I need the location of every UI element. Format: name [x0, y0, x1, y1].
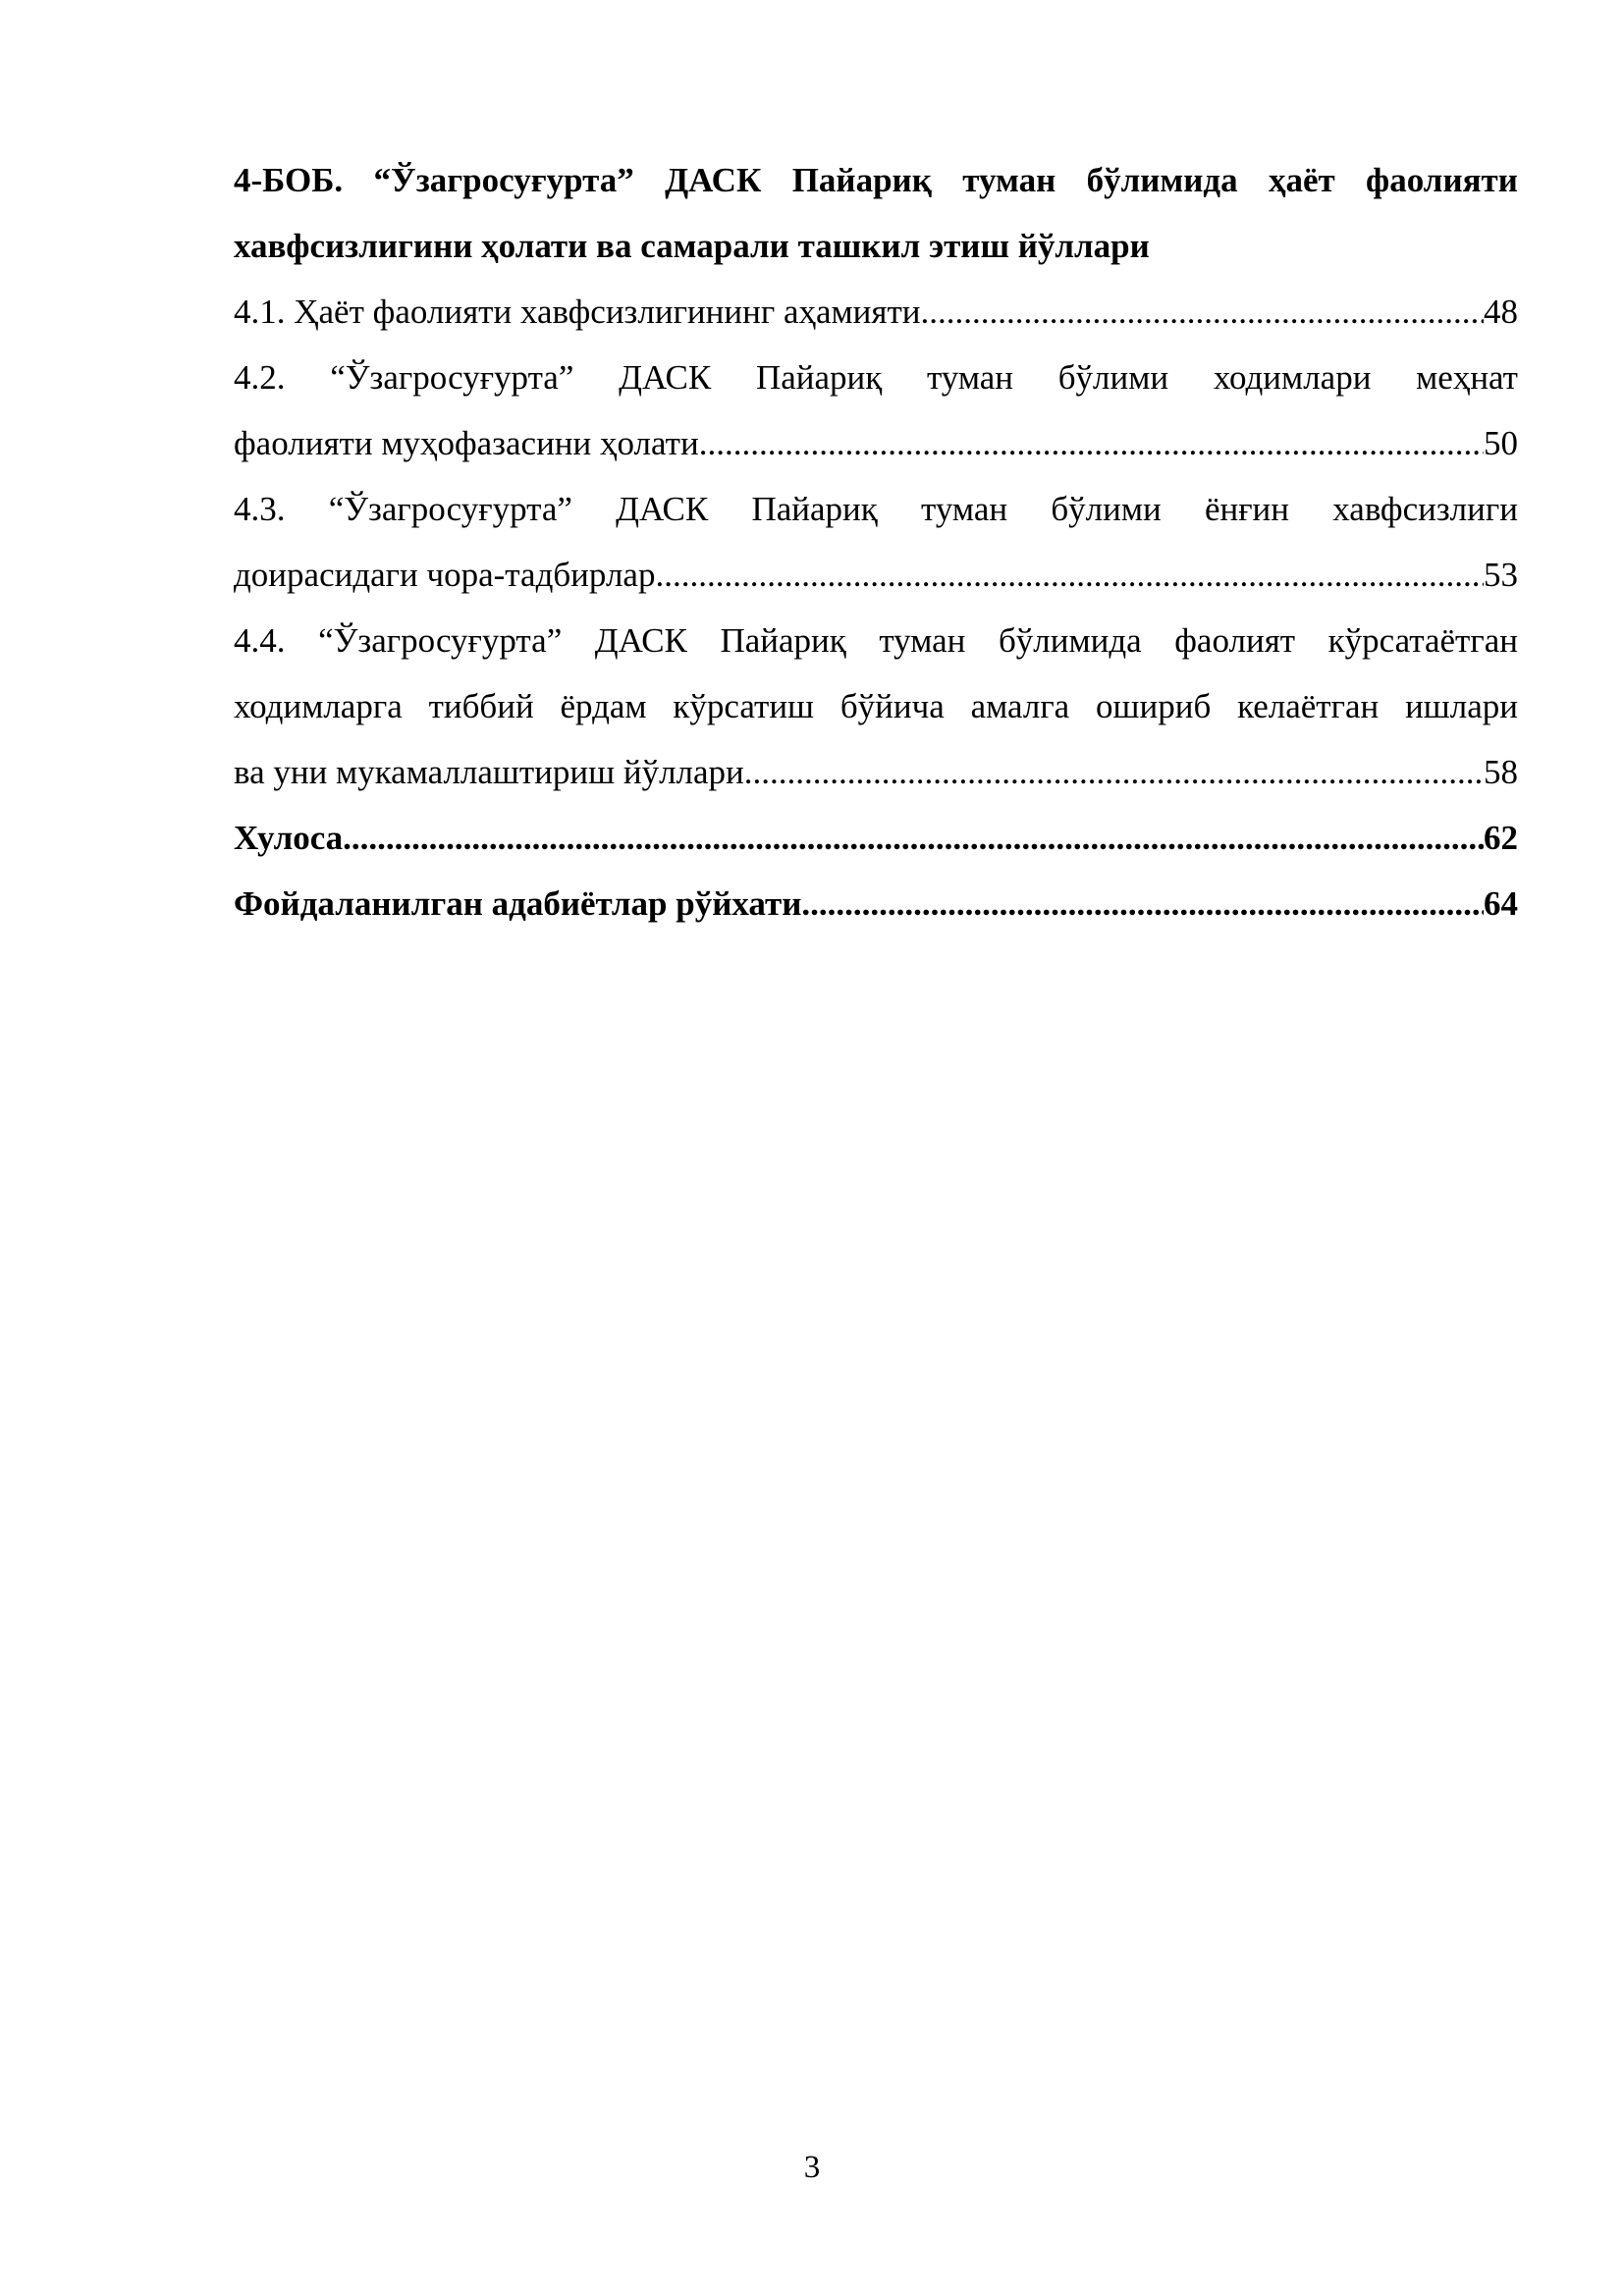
- toc-entry-text: Хулоса: [234, 819, 344, 857]
- toc-word: “Ўзагросуғурта”: [318, 621, 563, 660]
- toc-entry-page: 53: [1484, 556, 1518, 594]
- toc-word: ДАСК: [619, 358, 712, 397]
- toc-word: фаолият: [1174, 621, 1296, 660]
- toc-entry-page: 58: [1484, 753, 1518, 791]
- toc-leader-dots: [343, 805, 1484, 871]
- toc-entry-text: доирасидаги чора-тадбирлар: [234, 556, 656, 594]
- toc-word: Пайариқ: [720, 621, 846, 660]
- toc-leader-dots: [744, 739, 1484, 805]
- chapter-heading-word: фаолияти: [1366, 161, 1518, 199]
- toc-word: бўлими: [1051, 490, 1162, 528]
- toc-entry-text: 4.1. Ҳаёт фаолияти хавфсизлигининг аҳамияти: [234, 293, 921, 331]
- toc-leader-dots: [699, 410, 1484, 476]
- toc-entry-page: 48: [1484, 293, 1518, 331]
- toc-word: бўйича: [839, 687, 945, 725]
- chapter-heading-line-1: [234, 147, 1518, 213]
- toc-word: ишлари: [1405, 687, 1518, 725]
- toc-word: “Ўзагросуғурта”: [328, 490, 572, 528]
- chapter-heading-word: ДАСК: [665, 161, 762, 199]
- table-of-contents: [234, 147, 1518, 936]
- toc-word: Пайариқ: [751, 490, 878, 528]
- chapter-heading-line-2: хавфсизлигини ҳолати ва самарали ташкил этиш йўллари: [234, 227, 1150, 265]
- toc-word: бўлимида: [998, 621, 1142, 660]
- toc-word: амалга: [970, 687, 1070, 725]
- chapter-heading-word: туман: [962, 161, 1056, 199]
- chapter-heading-word: бўлимида: [1086, 161, 1238, 199]
- toc-entry-4-3-line-1[interactable]: [234, 476, 1518, 542]
- toc-word: туман: [926, 358, 1014, 397]
- chapter-heading-word: Пайариқ: [791, 161, 932, 199]
- toc-entry-bibliography[interactable]: [234, 871, 1518, 936]
- toc-entry-page: 64: [1484, 884, 1518, 923]
- toc-word: тиббий: [428, 687, 534, 725]
- toc-word: ДАСК: [616, 490, 709, 528]
- toc-word: меҳнат: [1416, 358, 1518, 397]
- toc-entry-page: 62: [1484, 819, 1518, 857]
- toc-word: 4.3.: [234, 490, 286, 528]
- toc-entry-text: ва уни мукамаллаштириш йўллари: [234, 753, 744, 791]
- toc-word: кўрсатиш: [673, 687, 814, 725]
- toc-entry-page: 50: [1484, 424, 1518, 462]
- toc-word: Пайариқ: [755, 358, 883, 397]
- page-number: 3: [803, 2150, 821, 2185]
- toc-word: ёнғин: [1204, 490, 1290, 528]
- toc-word: “Ўзагросуғурта”: [330, 358, 574, 397]
- toc-word: ошириб: [1096, 687, 1212, 725]
- toc-entry-4-1[interactable]: [234, 279, 1518, 345]
- toc-word: 4.2.: [234, 358, 286, 397]
- toc-entry-4-4-line-3[interactable]: [234, 739, 1518, 805]
- toc-entry-text: фаолияти муҳофазасини ҳолати: [234, 424, 699, 462]
- toc-word: туман: [921, 490, 1008, 528]
- toc-entry-4-4-line-1[interactable]: [234, 608, 1518, 673]
- toc-word: кўрсатаётган: [1327, 621, 1518, 660]
- chapter-heading-word: “Ўзагросуғурта”: [373, 161, 634, 199]
- toc-leader-dots: [921, 279, 1484, 345]
- toc-entry-text: Фойдаланилган адабиётлар рўйхати: [234, 884, 802, 923]
- toc-word: ходимлари: [1213, 358, 1372, 397]
- toc-entry-4-2-line-1[interactable]: [234, 345, 1518, 410]
- toc-entry-conclusion[interactable]: [234, 805, 1518, 871]
- toc-word: 4.4.: [234, 621, 286, 660]
- toc-word: ДАСК: [594, 621, 687, 660]
- toc-word: келаётган: [1237, 687, 1380, 725]
- toc-word: ёрдам: [560, 687, 647, 725]
- toc-word: туман: [879, 621, 966, 660]
- chapter-heading-word: ҳаёт: [1268, 161, 1335, 199]
- toc-entry-4-3-line-2[interactable]: [234, 542, 1518, 608]
- toc-word: бўлими: [1057, 358, 1169, 397]
- toc-leader-dots: [801, 871, 1484, 936]
- toc-word: ходимларга: [234, 687, 403, 725]
- toc-entry-4-4-line-2[interactable]: [234, 673, 1518, 739]
- toc-entry-4-2-line-2[interactable]: [234, 410, 1518, 476]
- toc-leader-dots: [655, 542, 1484, 608]
- toc-word: хавфсизлиги: [1332, 490, 1518, 528]
- chapter-heading-word: 4-БОБ.: [234, 161, 344, 199]
